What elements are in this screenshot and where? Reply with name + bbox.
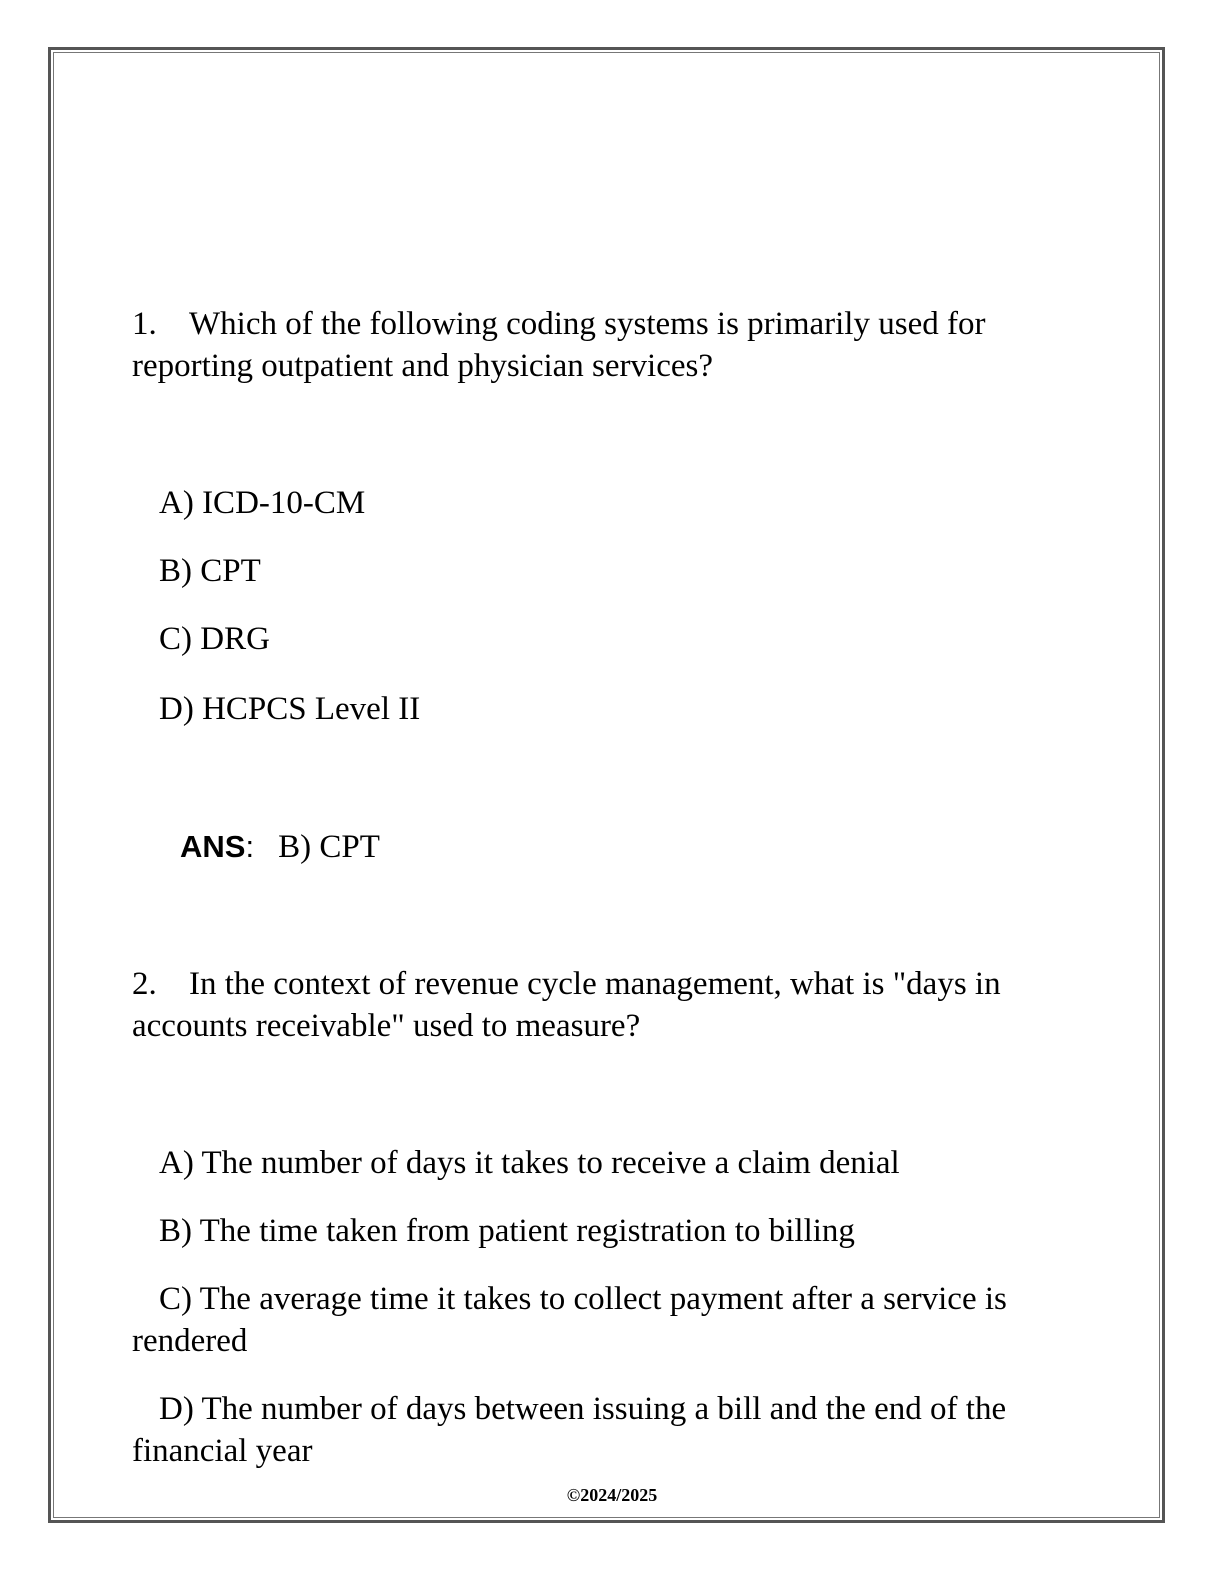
question-1-line-1 [132,303,985,345]
question-2-option-c: C) The average time it takes to collect payment after a service is [159,1281,1007,1317]
copyright-footer: ©2024/2025 [566,1485,658,1505]
answer-colon: : [245,829,255,864]
question-1-option-a: A) ICD-10-CM [159,485,366,521]
question-2-option-d-continued: financial year [132,1433,313,1469]
question-1-line-2: reporting outpatient and physician services? [132,348,713,384]
answer-label: ANS [180,829,246,864]
question-2-option-a: A) The number of days it takes to receive a claim denial [159,1145,900,1181]
question-1-option-d: D) HCPCS Level II [159,691,421,727]
question-1-number: 1. [132,306,157,342]
question-2-number: 2. [132,966,157,1002]
question-1-option-c: C) DRG [159,621,270,657]
question-2-option-b: B) The time taken from patient registration to billing [159,1213,855,1249]
question-2-line-1 [132,963,1001,1005]
question-1-option-b: B) CPT [159,553,261,589]
answer-value: B) CPT [278,829,380,865]
question-1-answer [180,826,380,868]
question-2-option-c-continued: rendered [132,1323,248,1359]
question-1-text: Which of the following coding systems is primarily used for [189,306,986,342]
question-2-option-d: D) The number of days between issuing a bill and the end of the [159,1391,1007,1427]
question-2-line-2: accounts receivable" used to measure? [132,1008,641,1044]
question-2-text: In the context of revenue cycle management, what is "days in [189,966,1001,1002]
